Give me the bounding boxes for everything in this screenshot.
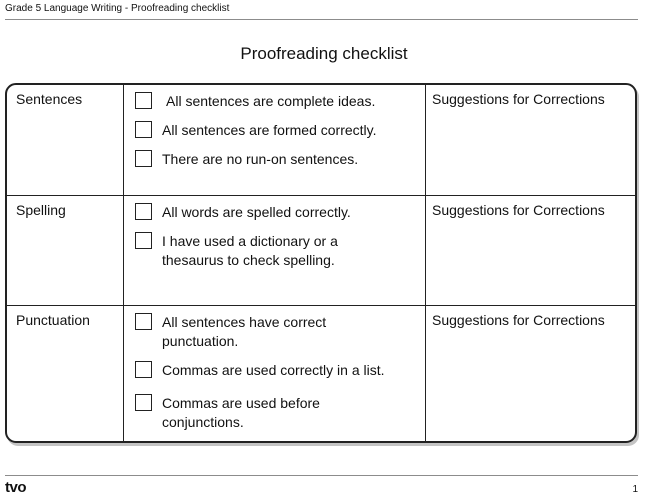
checkbox[interactable]: [135, 361, 152, 378]
checklist-item-text: Commas are used before conjunctions.: [162, 395, 320, 430]
checklist-row-spelling: [7, 196, 635, 306]
checklist-row-punctuation: [7, 306, 635, 441]
checklist-item-text: I have used a dictionary or a thesaurus to check spelling.: [162, 233, 338, 268]
checklist-item-text: All sentences are formed correctly.: [162, 122, 377, 138]
checklist-item-text: All sentences are complete ideas.: [166, 93, 376, 109]
checkbox[interactable]: [135, 313, 152, 330]
checkbox[interactable]: [135, 232, 152, 249]
suggestions-label: Suggestions for Corrections: [432, 91, 605, 107]
checklist-item-text: All sentences have correct punctuation.: [162, 314, 327, 349]
document-header-title: Grade 5 Language Writing - Proofreading checklist: [5, 3, 230, 14]
column-divider: [425, 306, 426, 441]
suggestions-label: Suggestions for Corrections: [432, 312, 605, 328]
checkbox[interactable]: [135, 150, 152, 167]
checkbox[interactable]: [135, 394, 152, 411]
column-divider: [425, 196, 426, 305]
checklist-table: [5, 83, 637, 443]
category-label-sentences: Sentences: [16, 91, 83, 107]
checklist-row-sentences: [7, 85, 635, 196]
column-divider: [123, 306, 124, 441]
category-label-spelling: Spelling: [16, 202, 66, 218]
page-number: 1: [632, 484, 638, 495]
footer-divider: [5, 475, 638, 476]
column-divider: [123, 196, 124, 305]
category-label-punctuation: Punctuation: [16, 312, 90, 328]
checkbox[interactable]: [135, 121, 152, 138]
checkbox[interactable]: [135, 203, 152, 220]
checklist-item-text: All words are spelled correctly.: [162, 204, 351, 220]
column-divider: [123, 85, 124, 195]
checklist-item-text: Commas are used correctly in a list.: [162, 362, 385, 378]
page-title: Proofreading checklist: [240, 44, 408, 63]
tvo-logo: tvo: [5, 479, 26, 496]
header-divider: [5, 19, 638, 20]
checklist-item-text: There are no run-on sentences.: [162, 151, 359, 167]
suggestions-label: Suggestions for Corrections: [432, 202, 605, 218]
checkbox[interactable]: [135, 92, 152, 109]
